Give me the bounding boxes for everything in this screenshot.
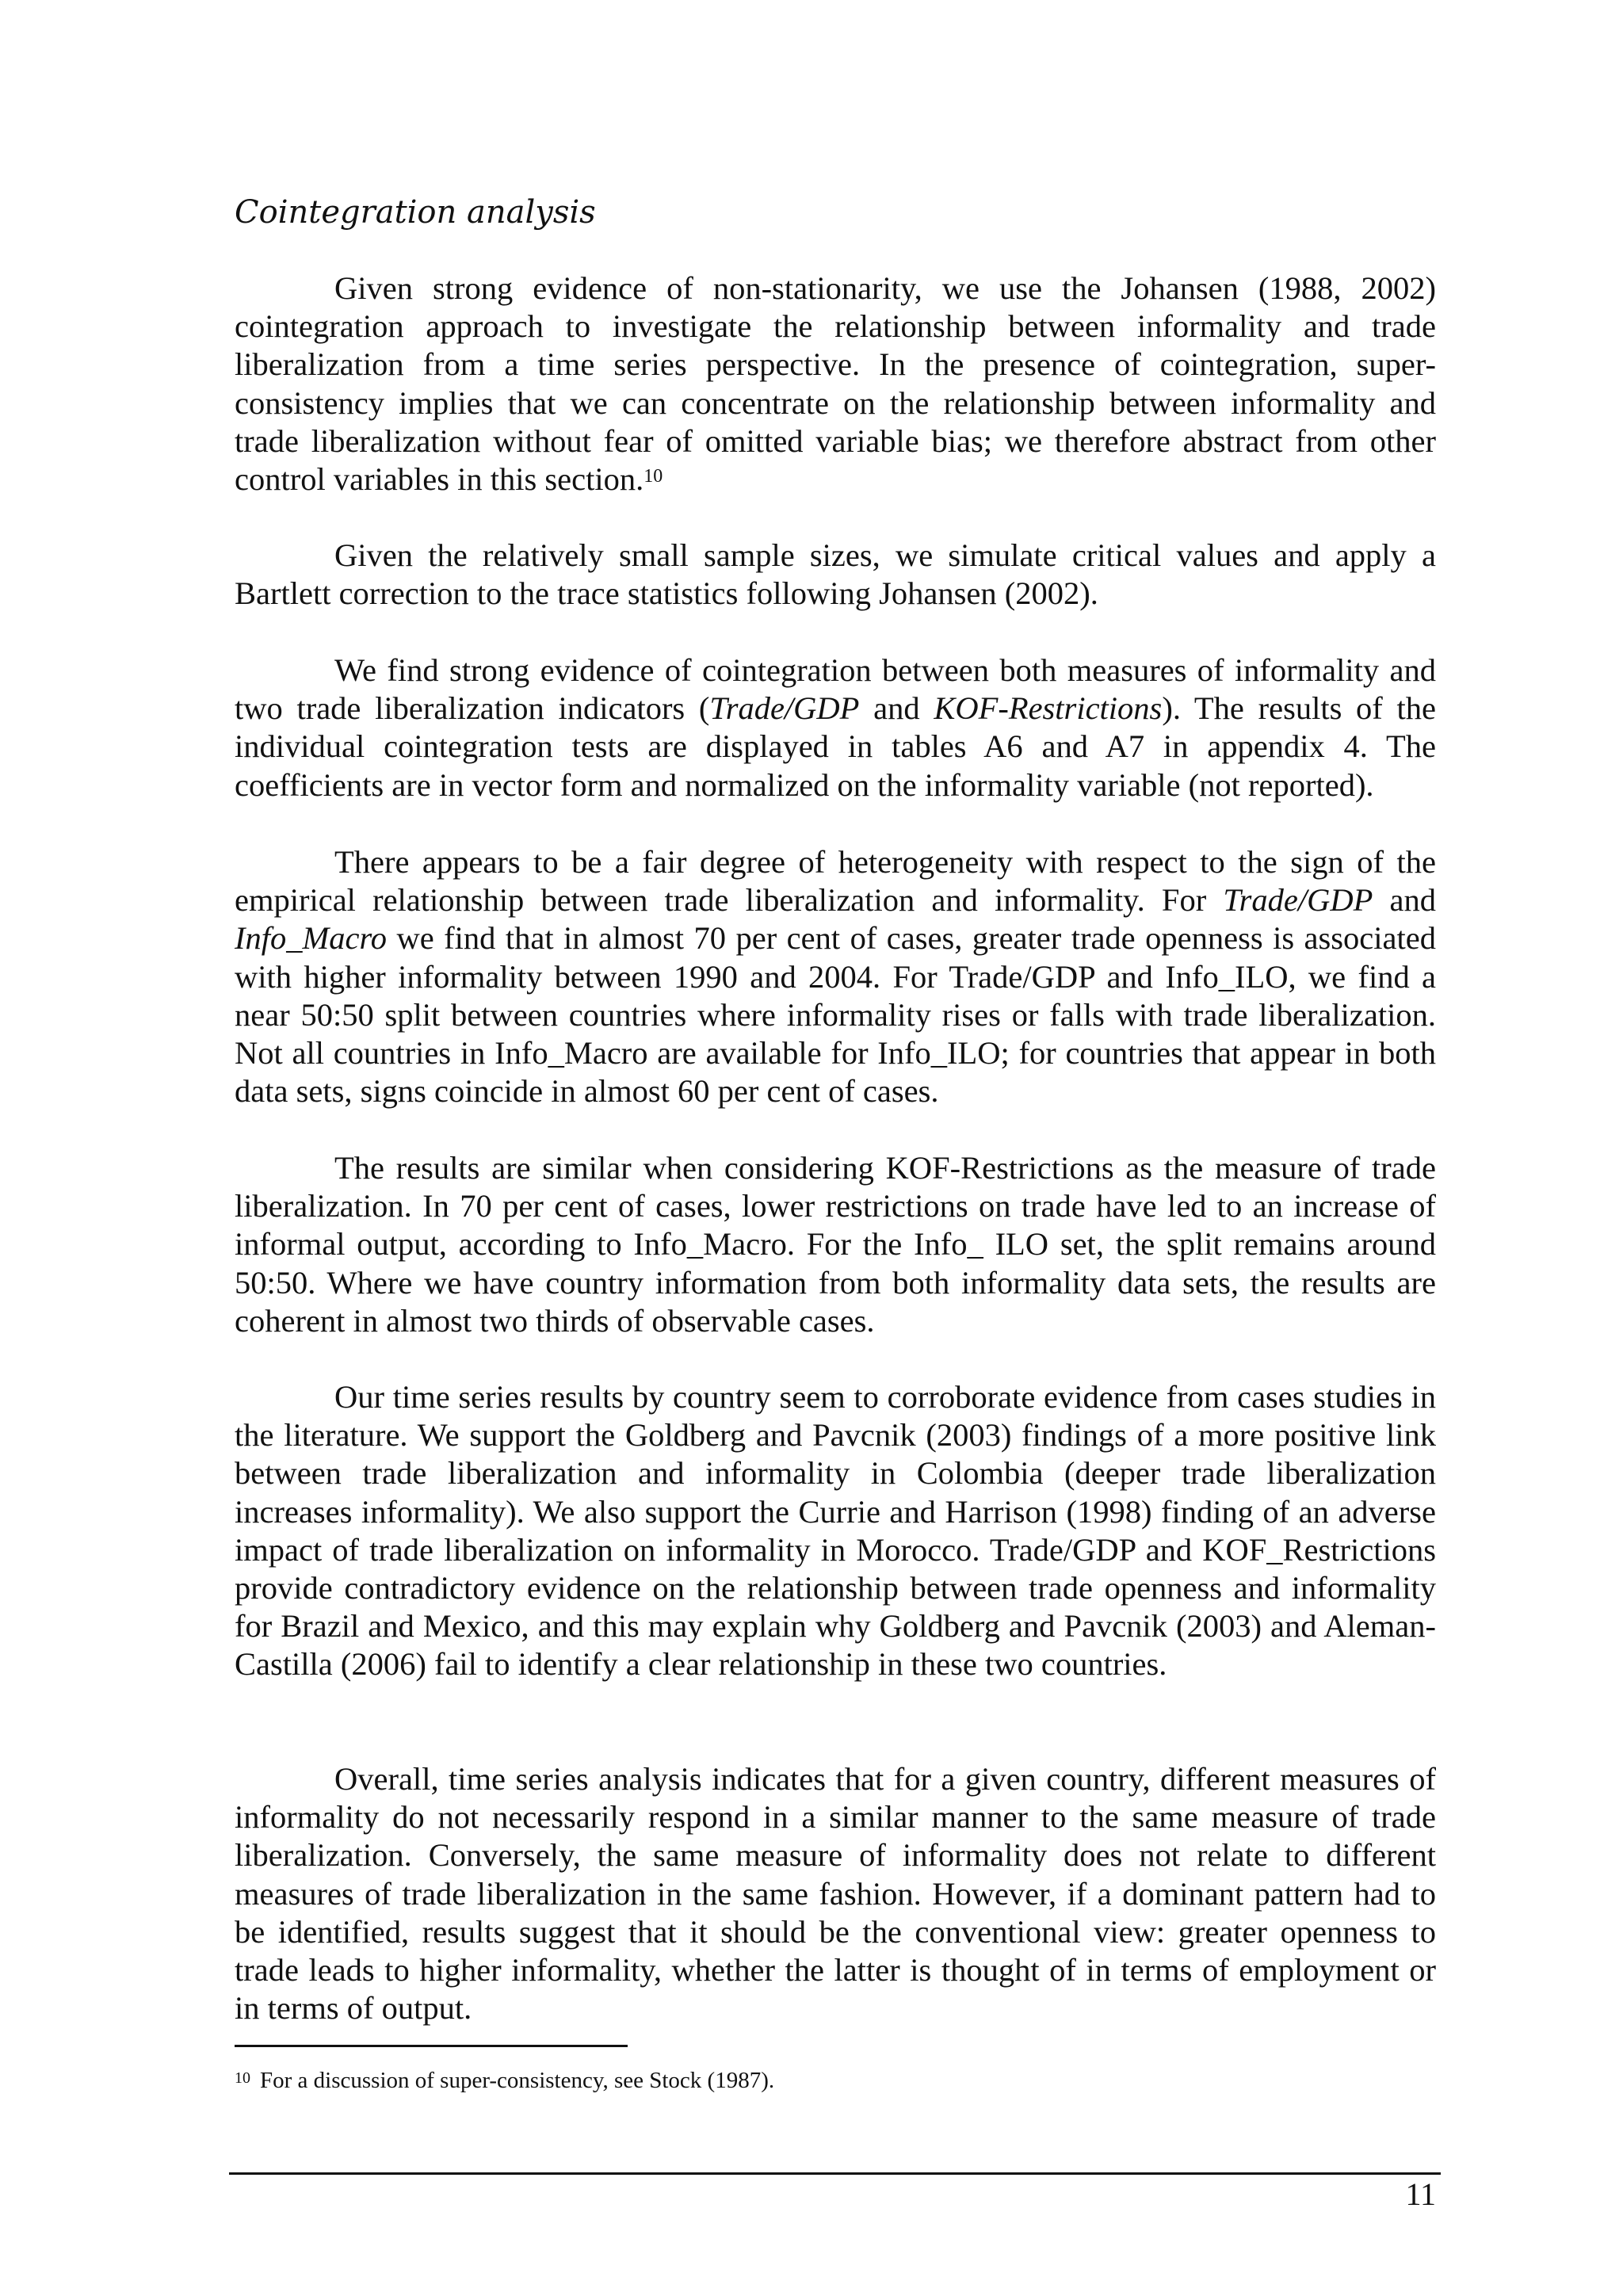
section-heading: Cointegration analysis	[235, 194, 596, 231]
paragraph-3-text-c: ). The results of the individual cointegration tests are displayed in tables A6 and A7 in appendix 4. The coefficients are in vector form and normalized on the informality variable (not reported).	[235, 690, 1436, 803]
footnote-reference: 10	[643, 466, 663, 487]
footnote-number: 10	[235, 2069, 250, 2087]
footnote	[235, 2066, 774, 2095]
paragraph-3-text-b: and	[859, 690, 934, 727]
italic-term-trade-gdp: Trade/GDP	[709, 690, 860, 727]
paragraph-4-text-a: There appears to be a fair degree of heterogeneity with respect to the sign of the empirical relationship between trade liberalization and informality. For	[235, 844, 1436, 919]
italic-term-kof-restrictions: KOF-Restrictions	[934, 690, 1163, 727]
footer-divider	[229, 2172, 1441, 2175]
italic-term-trade-gdp: Trade/GDP	[1223, 882, 1373, 919]
paragraph-1	[235, 269, 1436, 499]
paragraph-3	[235, 651, 1436, 804]
paragraph-1-text: Given strong evidence of non-stationarity, we use the Johansen (1988, 2002) cointegration approach to investigate the relationship between informality and trade liberalization from a time series perspective. In the presence of cointegration, super-consistency implies that we can concentrate on the relationship between informality and trade liberalization without fear of omitted variable bias; we therefore abstract from other control variables in this section.	[235, 270, 1436, 498]
paragraph-7: Overall, time series analysis indicates that for a given country, different measures of informality do not necessarily respond in a similar manner to the same measure of trade liberalization. Conversely, the same measure of informality does not relate to different measures of trade liberalization in the same fashion. However, if a dominant pattern had to be identified, results suggest that it should be the conventional view: greater openness to trade leads to higher informality, whether the latter is thought of in terms of employment or in terms of output.	[235, 1761, 1436, 2027]
page-number: 11	[1405, 2176, 1436, 2212]
paragraph-5: The results are similar when considering KOF-Restrictions as the measure of trade liberalization. In 70 per cent of cases, lower restrictions on trade have led to an increase of informal output, according to Info_Macro. For the Info_ ILO set, the split remains around 50:50. Where we have country information from both informality data sets, the results are coherent in almost two thirds of observable cases.	[235, 1150, 1436, 1339]
footnote-divider	[235, 2045, 628, 2047]
footnote-text: For a discussion of super-consistency, see Stock (1987).	[260, 2068, 775, 2093]
paragraph-4-text-b: and	[1373, 882, 1436, 919]
italic-term-info-macro: Info_Macro	[235, 920, 387, 957]
paragraph-2: Given the relatively small sample sizes, we simulate critical values and apply a Bartlett correction to the trace statistics following Johansen (2002).	[235, 537, 1436, 612]
paragraph-4-text-c: we find that in almost 70 per cent of cases, greater trade openness is associated with higher informality between 1990 and 2004. For Trade/GDP and Info_ILO, we find a near 50:50 split between countries where informality rises or falls with trade liberalization. Not all countries in Info_Macro are available for Info_ILO; for countries that appear in both data sets, signs coincide in almost 60 per cent of cases.	[235, 920, 1436, 1110]
paragraph-4	[235, 843, 1436, 1110]
paragraph-3-text-a: We find strong evidence of cointegration between both measures of informality and two trade liberalization indicators (	[235, 652, 1436, 727]
paragraph-6: Our time series results by country seem to corroborate evidence from cases studies in the literature. We support the Goldberg and Pavcnik (2003) findings of a more positive link between trade liberalization and informality in Colombia (deeper trade liberalization increases informality). We also support the Currie and Harrison (1998) finding of an adverse impact of trade liberalization on informality in Morocco. Trade/GDP and KOF_Restrictions provide contradictory evidence on the relationship between trade openness and informality for Brazil and Mexico, and this may explain why Goldberg and Pavcnik (2003) and Aleman-Castilla (2006) fail to identify a clear relationship in these two countries.	[235, 1379, 1436, 1683]
